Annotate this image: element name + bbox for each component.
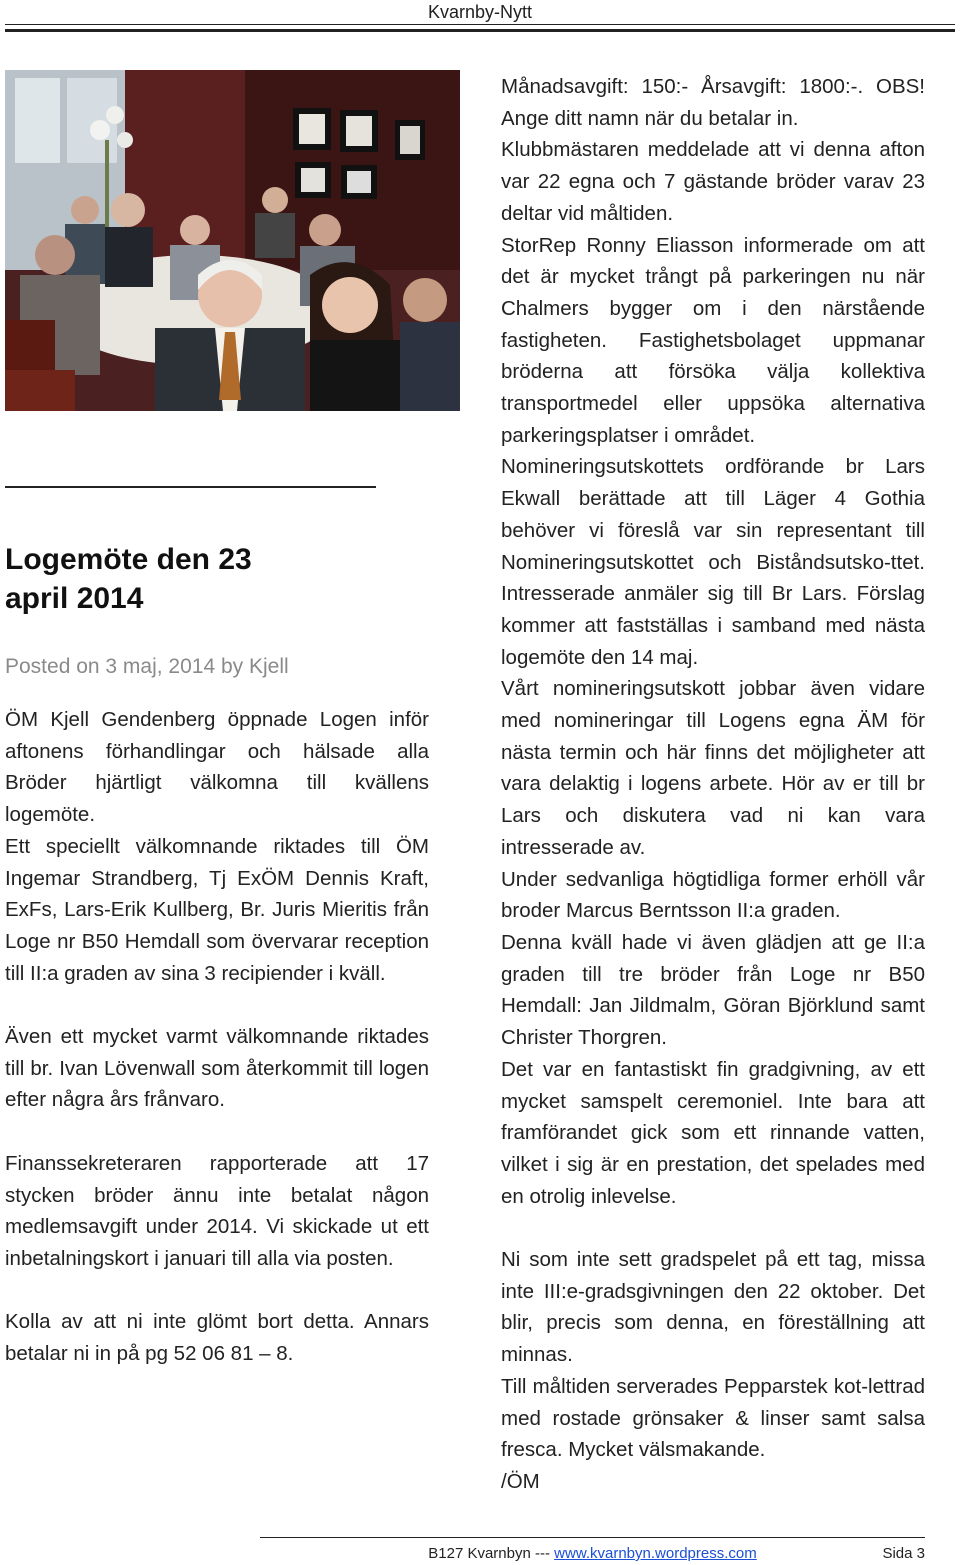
page-footer bbox=[260, 1545, 925, 1565]
article-title-line1: Logemöte den 23 bbox=[5, 543, 252, 576]
paragraph: Månadsavgift: 150:- Årsavgift: 1800:-. OBS! Ange ditt namn när du betalar in. bbox=[501, 75, 925, 130]
footer-rule bbox=[260, 1537, 925, 1538]
website-link[interactable]: www.kvarnbyn.wordpress.com bbox=[554, 1545, 757, 1562]
newsletter-title: Kvarnby-Nytt bbox=[427, 2, 533, 22]
paragraph: Till måltiden serverades Pepparstek kot-lettrad med rostade grönsaker & linser samt salsa fresca. Mycket välsmakande. bbox=[501, 1374, 925, 1462]
paragraph: Denna kväll hade vi även glädjen att ge II:a graden till tre bröder från Loge nr B50 Hemdall: Jan Jildmalm, Göran Björklund samt Christer Thorgren. bbox=[501, 930, 925, 1050]
page-number: Sida 3 bbox=[882, 1545, 925, 1562]
header-rule-thin bbox=[5, 24, 955, 25]
footer-prefix: B127 Kvarnbyn --- bbox=[428, 1545, 555, 1562]
header-rule-thick bbox=[5, 29, 955, 32]
paragraph: Kolla av att ni inte glömt bort detta. Annars betalar ni in på pg 52 06 81 – 8. bbox=[5, 1310, 429, 1366]
section-divider bbox=[5, 486, 376, 488]
paragraph: Ett speciellt välkomnande riktades till ÖM Ingemar Strandberg, Tj ExÖM Dennis Kraft, ExFs, Lars-Erik Kullberg, Br. Juris Mieritis från Loge nr B50 Hemdall som övervarar reception till II:a graden av sina 3 recipiender i kväll. bbox=[5, 834, 429, 985]
article-title bbox=[5, 540, 425, 618]
paragraph: Finanssekreteraren rapporterade att 17 stycken bröder ännu inte betalat någon medlemsavgift under 2014. Vi skickade ut ett inbetalningskort i januari till alla via posten. bbox=[5, 1151, 429, 1270]
paragraph: StorRep Ronny Eliasson informerade om att det är mycket trångt på parkeringen nu när Chalmers bygger om i den närstående fastigheten. Fastighetsbolaget uppmanar bröderna att försöka välja kollektiva transportmedel eller uppsöka alternativa parkeringsplatser i området. bbox=[501, 233, 925, 447]
article-meta: Posted on 3 maj, 2014 by Kjell bbox=[5, 655, 289, 678]
paragraph: Ni som inte sett gradspelet på ett tag, missa inte III:e-gradsgivningen den 22 oktober. Det blir, precis som denna, en föreställning att minnas. bbox=[501, 1248, 925, 1367]
paragraph: Under sedvanliga högtidliga former erhöll vår broder Marcus Berntsson II:a graden. bbox=[501, 867, 925, 923]
lodge-dinner-photo bbox=[5, 70, 460, 411]
paragraph: Även ett mycket varmt välkomnande riktades till br. Ivan Lövenwall som återkommit till logen efter några års frånvaro. bbox=[5, 1025, 429, 1112]
paragraph: Klubbmästaren meddelade att vi denna afton var 22 egna och 7 gästande bröder varav 23 deltar vid måltiden. bbox=[501, 138, 925, 225]
left-column bbox=[5, 704, 429, 1370]
paragraph: Det var en fantastiskt fin gradgivning, av ett mycket samspelt ceremoniel. Inte bara att framförandet gick som ett rinnande vatten, vilket i sig är en prestation, det spelades med en otrolig inlevelse. bbox=[501, 1057, 925, 1208]
signature: /ÖM bbox=[501, 1469, 540, 1493]
article-title-line2: april 2014 bbox=[5, 582, 144, 615]
paragraph: Vårt nomineringsutskott jobbar även vidare med nomineringar till Logens egna ÄM för nästa termin och här finns det möjligheter att vara delaktig i logens arbete. Hör av er till br Lars och diskutera vad ni kan vara intresserade av. bbox=[501, 677, 925, 859]
footer-center bbox=[260, 1545, 925, 1562]
right-column bbox=[501, 71, 925, 1498]
paragraph: Nomineringsutskottets ordförande br Lars Ekwall berättade att till Läger 4 Gothia behöver vi föreslå var sin representant till Nomineringsutskottet och Biståndsutsko-ttet. Intresserade anmäler sig till Br Lars. Förslag kommer att fastställas i samband med nästa logemöte den 14 maj. bbox=[501, 455, 925, 669]
paragraph: ÖM Kjell Gendenberg öppnade Logen inför aftonens förhandlingar och hälsade alla Bröder hjärtligt välkomna till kvällens logemöte. bbox=[5, 708, 429, 827]
